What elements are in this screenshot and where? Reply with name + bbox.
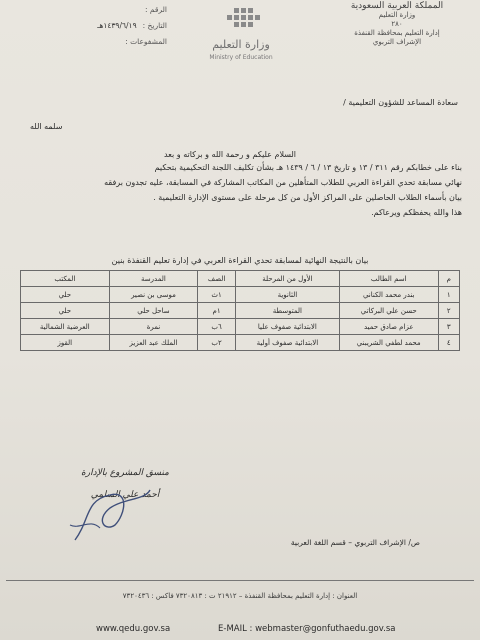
header-cell: المكتب: [21, 271, 110, 287]
addressee: سعادة المساعد للشؤون التعليمية /: [343, 98, 458, 107]
greeting: السلام عليكم و رحمة الله و بركاته و بعد: [163, 150, 297, 159]
table-title: بيان بالنتيجة النهائية لمسابقة تحدي القراءة العربي في إدارة تعليم القنفذة بنين: [111, 256, 369, 265]
signature-name: أحمد علي السلمي: [90, 490, 160, 500]
letterhead-right: [322, 2, 472, 47]
date-value: ١٤٣٩/٦/١٩هـ: [97, 21, 137, 30]
table-cell: ٢: [438, 303, 459, 319]
salute: سلمه الله: [30, 122, 63, 131]
footer-address: العنوان : إدارة التعليم بمحافظة القنفذة – ٢١٩١٢ ت : ٧٣٢٠٨١٣ فاكس : ٧٣٢٠٤٣٦: [122, 592, 358, 600]
table-cell: ٣: [438, 319, 459, 335]
table-row: [21, 303, 460, 319]
ministry-logo: [196, 4, 286, 66]
number-label: الرقم :: [145, 5, 167, 14]
administration-line: إدارة التعليم بمحافظة القنفذة: [354, 29, 440, 37]
header-cell: الأول من المرحلة: [235, 271, 339, 287]
cc-line: ص/ الإشراف التربوي – قسم اللغة العربية: [290, 538, 420, 547]
footer-email: E-MAIL : webmaster@gonfuthaedu.gov.sa: [218, 624, 396, 634]
table-cell: الابتدائية صفوف عليا: [235, 319, 339, 335]
table-header-row: [21, 271, 460, 287]
table-cell: حلي: [21, 287, 110, 303]
table-row: [21, 287, 460, 303]
table-cell: الابتدائية صفوف أولية: [235, 335, 339, 351]
body-line-1: بناء على خطابكم رقم ٣١١ / ١٣ و تاريخ ١٣ / ٦ / ١٤٣٩ هـ بشأن تكليف اللجنة التحكيمية بتحكيم: [154, 163, 462, 172]
table-cell: المتوسطة: [235, 303, 339, 319]
table-cell: ساحل حلي: [109, 303, 198, 319]
body-line-3: بيان بأسماء الطلاب الحاصلين على المراكز الأول من كل مرحلة على مستوى الإدارة التعليمية .: [153, 193, 462, 202]
ministry-name-en: Ministry of Education: [209, 54, 273, 61]
table-cell: نمرة: [109, 319, 198, 335]
table-cell: ١: [438, 287, 459, 303]
signature-title: منسق المشروع بالإدارة: [81, 468, 169, 478]
letter-body: [18, 160, 462, 220]
table-row: [21, 335, 460, 351]
table-cell: ٤: [438, 335, 459, 351]
letterhead-left: [0, 2, 175, 50]
handwritten-signature: [55, 470, 165, 550]
ministry-line: وزارة التعليم: [378, 11, 416, 19]
footer-website: www.qedu.gov.sa: [96, 624, 171, 634]
header-cell: اسم الطالب: [339, 271, 438, 287]
table-cell: ١م: [198, 303, 236, 319]
supervision-line: الإشراف التربوي: [372, 38, 422, 46]
body-line-2: نهائي مسابقة تحدي القراءة العربي للطلاب المتأهلين من المكاتب المشاركة في المسابقة، عليه تجدون برفقه: [104, 178, 462, 187]
table-cell: القوز: [21, 335, 110, 351]
table-cell: عزام صادق حميد: [339, 319, 438, 335]
kingdom-line: المملكة العربية السعودية: [350, 1, 444, 11]
table-cell: ١ث: [198, 287, 236, 303]
table-cell: حلي: [21, 303, 110, 319]
attachments-label: المشفوعات :: [125, 37, 167, 46]
date-label: التاريخ :: [142, 21, 167, 30]
ministry-name-ar: وزارة التعليم: [212, 38, 270, 51]
table-cell: موسى بن نصير: [109, 287, 198, 303]
date-row: [0, 18, 175, 34]
table-cell: الملك عبد العزيز: [109, 335, 198, 351]
table-cell: بندر محمد الكناني: [339, 287, 438, 303]
table-cell: العرضية الشمالية: [21, 319, 110, 335]
table-row: [21, 319, 460, 335]
table-cell: ٦ب: [198, 319, 236, 335]
table-cell: ٢ب: [198, 335, 236, 351]
code-line: ٢٨٠: [391, 20, 403, 28]
results-table: [20, 270, 460, 351]
table-cell: حسن علي البركاتي: [339, 303, 438, 319]
number-row: [0, 2, 175, 18]
table-cell: محمد لطفي الشريبني: [339, 335, 438, 351]
header-cell: م: [438, 271, 459, 287]
ministry-logo-icon: [196, 4, 286, 66]
closing: هذا والله يحفظكم ويرعاكم.: [371, 208, 462, 217]
header-cell: الصف: [198, 271, 236, 287]
header-cell: المدرسة: [109, 271, 198, 287]
footer-divider: [6, 580, 474, 581]
table-cell: الثانوية: [235, 287, 339, 303]
attachments-row: [0, 34, 175, 50]
